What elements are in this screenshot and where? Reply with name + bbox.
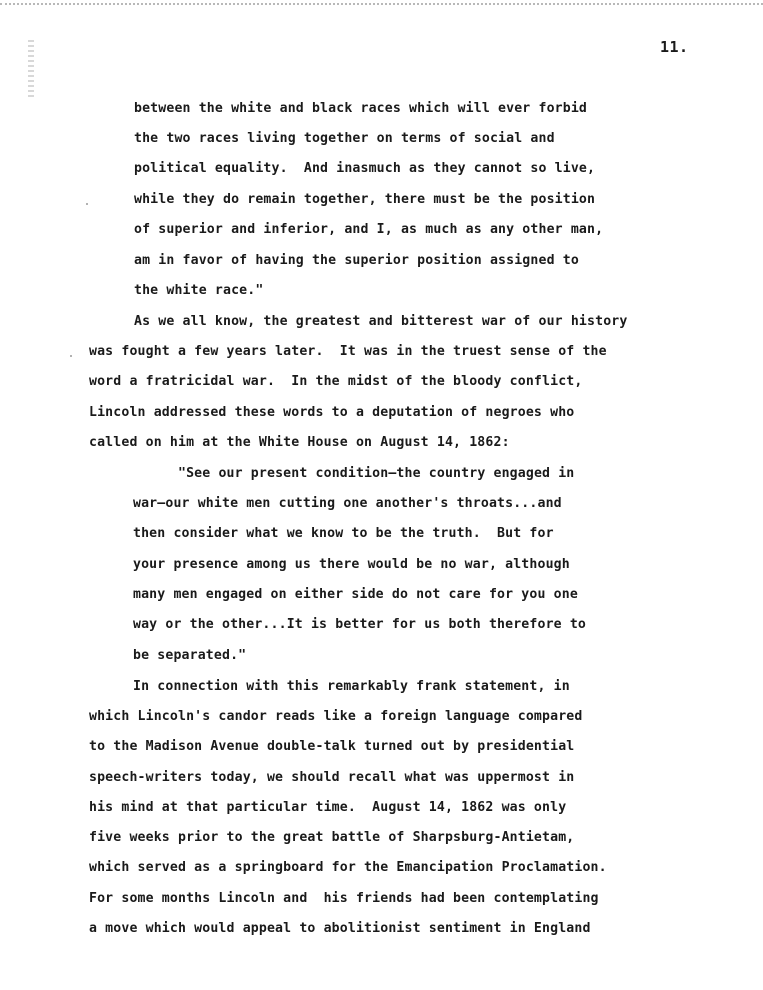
text-line: called on him at the White House on August 14, 1862: — [89, 435, 510, 450]
text-line: word a fratricidal war. In the midst of the bloody conflict, — [89, 374, 583, 389]
text-line: while they do remain together, there must be the position — [134, 192, 596, 207]
text-line: five weeks prior to the great battle of Sharpsburg-Antietam, — [89, 830, 575, 845]
top-dotted-rule — [0, 3, 763, 5]
quote-line: then consider what we know to be the truth. But for — [133, 526, 554, 541]
margin-scan-mark — [28, 40, 34, 100]
text-line: For some months Lincoln and his friends had been contemplating — [89, 891, 599, 906]
text-line: which served as a springboard for the Emancipation Proclamation. — [89, 860, 607, 875]
quote-line: way or the other...It is better for us both therefore to — [133, 617, 587, 632]
text-line: In connection with this remarkably frank statement, in — [133, 679, 570, 694]
text-line: between the white and black races which will ever forbid — [134, 101, 588, 116]
text-line: the two races living together on terms of social and — [134, 131, 555, 146]
quote-line: be separated." — [133, 648, 247, 663]
scan-speck — [70, 355, 72, 357]
quote-line: many men engaged on either side do not care for you one — [133, 587, 578, 602]
text-line: am in favor of having the superior position assigned to — [134, 253, 579, 268]
text-line: speech-writers today, we should recall what was uppermost in — [89, 770, 575, 785]
page-number: 11. — [660, 38, 689, 56]
text-line: political equality. And inasmuch as they cannot so live, — [134, 161, 596, 176]
quote-line: war—our white men cutting one another's throats...and — [133, 496, 562, 511]
text-line: was fought a few years later. It was in the truest sense of the — [89, 344, 607, 359]
text-line: As we all know, the greatest and bitterest war of our history — [134, 314, 628, 329]
text-line: the white race." — [134, 283, 264, 298]
text-line: Lincoln addressed these words to a deputation of negroes who — [89, 405, 575, 420]
scan-speck — [86, 203, 88, 205]
text-line: a move which would appeal to abolitionist sentiment in England — [89, 921, 591, 936]
text-line: to the Madison Avenue double-talk turned out by presidential — [89, 739, 575, 754]
quote-line: "See our present condition—the country engaged in — [178, 466, 575, 481]
text-line: of superior and inferior, and I, as much as any other man, — [134, 222, 604, 237]
text-line: which Lincoln's candor reads like a foreign language compared — [89, 709, 583, 724]
quote-line: your presence among us there would be no war, although — [133, 557, 570, 572]
text-line: his mind at that particular time. August 14, 1862 was only — [89, 800, 567, 815]
